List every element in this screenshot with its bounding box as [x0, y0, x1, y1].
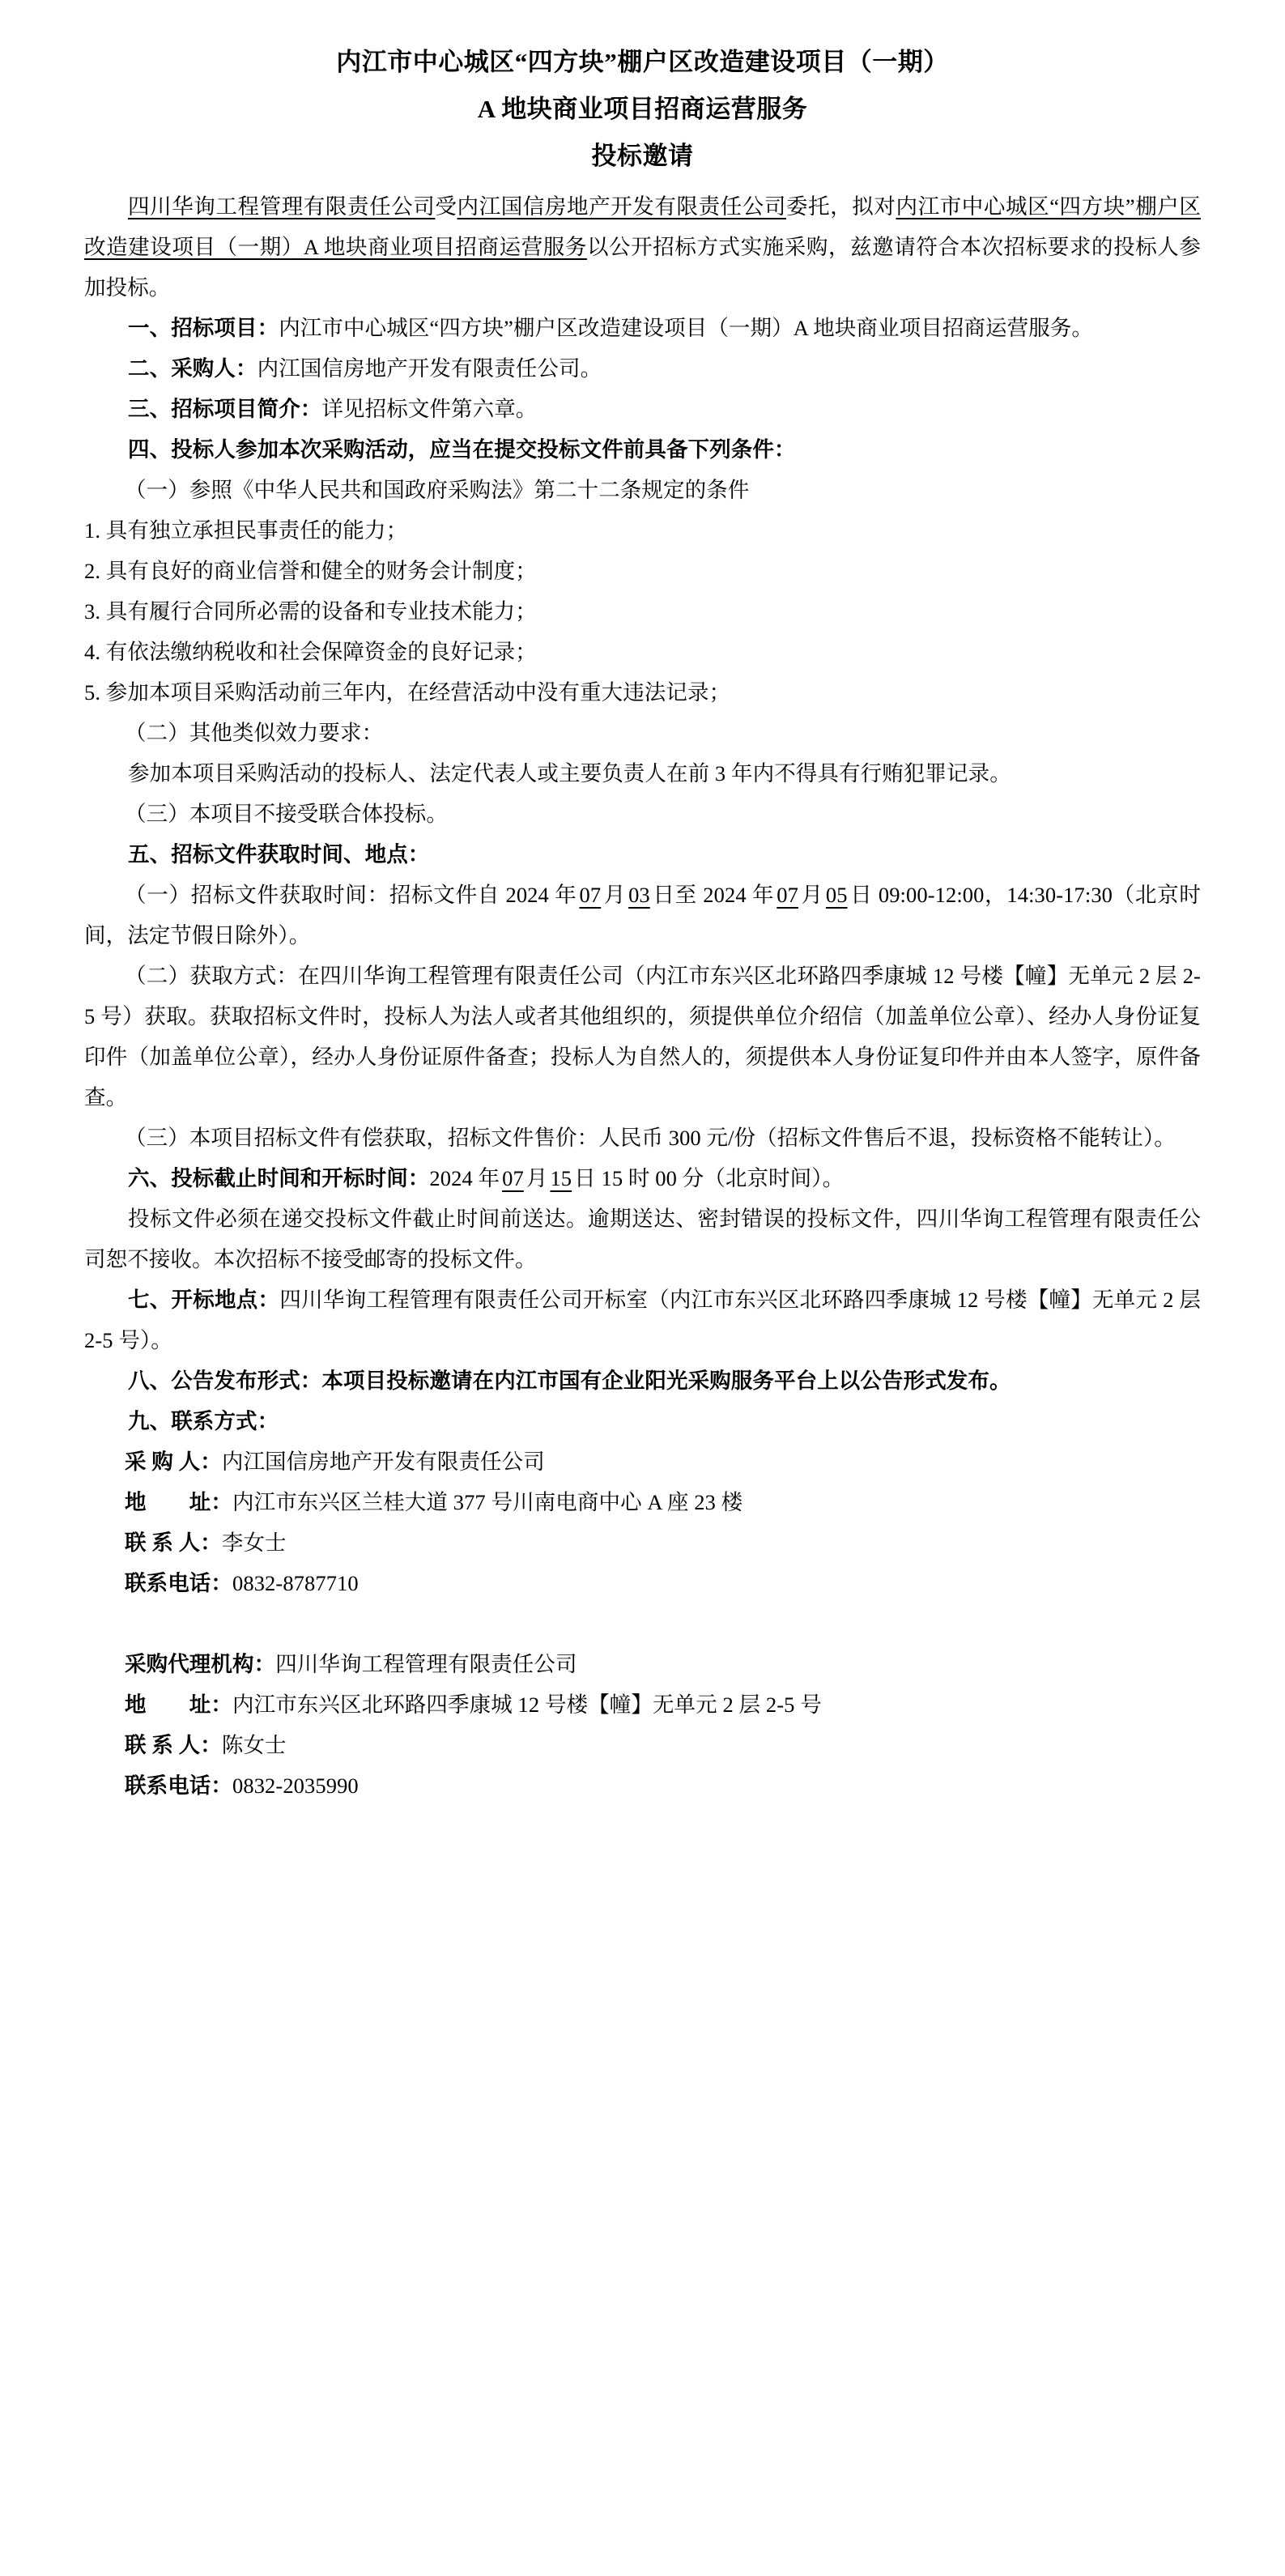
- section-2-heading: 二、采购人：: [128, 356, 257, 381]
- acquire-start-day-field: 03: [628, 883, 650, 907]
- contact-agent-value: 四川华询工程管理有限责任公司: [275, 1652, 577, 1676]
- document-title-line3: 投标邀请: [591, 142, 694, 170]
- section-4-item-5: 5. 参加本项目采购活动前三年内，在经营活动中没有重大违法记录；: [84, 680, 731, 705]
- bid-deadline-month-word: 月: [525, 1166, 548, 1190]
- section-3-body: 详见招标文件第六章。: [321, 397, 538, 421]
- section-4-sub2-label: （二）其他类似效力要求：: [125, 721, 384, 745]
- section-4-item-3: 3. 具有履行合同所必需的设备和专业技术能力；: [84, 599, 537, 624]
- title-block: [84, 42, 1201, 177]
- section-4-item-4: 4. 有依法缴纳税收和社会保障资金的良好记录；: [84, 640, 537, 664]
- section-7-heading: 七、开标地点：: [128, 1288, 280, 1312]
- contact-agent-address-row: [84, 1684, 1201, 1725]
- section-4-item-2: 2. 具有良好的商业信誉和健全的财务会计制度；: [84, 559, 537, 583]
- section-8: [84, 1360, 1201, 1401]
- contact-agent-address-label: 地 址：: [125, 1692, 232, 1717]
- section-5-sub2-body: （二）获取方式：在四川华询工程管理有限责任公司（内江市东兴区北环路四季康城 12 号楼【幢】无单元 2 层 2-5 号）获取。获取招标文件时，投标人为法人或者其他组织的，须提供单位介绍信（加盖单位公章）、经办人身份证复印件（加盖单位公章），经办人身份证原件备查；投标人为自然人的，须提供本人身份证复印件并由本人签字，原件备查。: [84, 964, 1201, 1109]
- contact-purchaser-row: [84, 1441, 1201, 1482]
- section-3-heading: 三、招标项目简介：: [128, 397, 322, 421]
- contact-agent-person-value: 陈女士: [221, 1733, 287, 1757]
- intro-paragraph: [84, 186, 1201, 308]
- intro-purchaser-name: 内江国信房地产开发有限责任公司: [457, 194, 786, 219]
- section-7-body: 四川华询工程管理有限责任公司开标室（内江市东兴区北环路四季康城 12 号楼【幢】无单元 2 层 2-5 号）。: [84, 1288, 1202, 1352]
- contact-agent-phone-row: [84, 1765, 1201, 1806]
- contact-purchaser-address-row: [84, 1482, 1201, 1522]
- contact-purchaser-phone-value: 0832-8787710: [232, 1571, 359, 1595]
- intro-agency-name: 四川华询工程管理有限责任公司: [128, 194, 436, 219]
- contact-agent-phone-label: 联系电话：: [125, 1773, 232, 1798]
- contact-purchaser-address-value: 内江市东兴区兰桂大道 377 号川南电商中心 A 座 23 楼: [232, 1490, 743, 1514]
- section-6-heading: 六、投标截止时间和开标时间：: [128, 1166, 430, 1190]
- section-5-heading: 五、招标文件获取时间、地点：: [128, 842, 430, 866]
- contact-agent-address-value: 内江市东兴区北环路四季康城 12 号楼【幢】无单元 2 层 2-5 号: [232, 1692, 822, 1717]
- section-2-body: 内江国信房地产开发有限责任公司。: [257, 356, 602, 381]
- contact-agent-row: [84, 1644, 1201, 1684]
- section-5-sub1-prefix: （一）招标文件获取时间：招标文件自 2024 年: [125, 883, 577, 907]
- document-title-line2: A 地块商业项目招商运营服务: [477, 95, 808, 123]
- section-3: [84, 389, 1201, 429]
- intro-after-purchaser: 委托，拟对: [786, 194, 896, 219]
- section-9-heading: 九、联系方式：: [128, 1409, 279, 1433]
- contact-purchaser-phone-row: [84, 1563, 1201, 1603]
- section-8-heading: 八、公告发布形式：: [128, 1369, 322, 1393]
- contact-agent-phone-value: 0832-2035990: [232, 1773, 359, 1798]
- section-6-body: 投标文件必须在递交投标文件截止时间前送达。逾期送达、密封错误的投标文件，四川华询工程管理有限责任公司恕不接收。本次招标不接受邮寄的投标文件。: [84, 1207, 1201, 1271]
- contact-purchaser-person-row: [84, 1522, 1201, 1563]
- section-4-sub1-label: （一）参照《中华人民共和国政府采购法》第二十二条规定的条件: [125, 478, 750, 502]
- contact-purchaser-value: 内江国信房地产开发有限责任公司: [221, 1450, 545, 1474]
- acquire-start-month-field: 07: [579, 883, 602, 907]
- section-5-sub1-tail: 日 09:00-12:00，14:30-17:30（北京时间，法定节假日除外）。: [84, 883, 1201, 947]
- contact-purchaser-phone-label: 联系电话：: [125, 1571, 232, 1595]
- acquire-month-word-1: 月: [603, 883, 627, 907]
- section-6: [84, 1158, 1201, 1199]
- section-1: [84, 308, 1201, 348]
- acquire-month-word-2: 月: [801, 883, 823, 907]
- contact-purchaser-label: 采 购 人：: [125, 1450, 222, 1474]
- contact-agent-person-row: [84, 1725, 1201, 1765]
- bid-deadline-day-field: 15: [550, 1166, 572, 1190]
- contact-purchaser-person-label: 联 系 人：: [125, 1531, 222, 1555]
- contact-agent-label: 采购代理机构：: [125, 1652, 276, 1676]
- section-2: [84, 348, 1201, 389]
- section-8-body: 本项目投标邀请在内江市国有企业阳光采购服务平台上以公告形式发布。: [321, 1369, 1011, 1393]
- section-5-sub1: [84, 875, 1201, 956]
- acquire-day-word-1: 日: [652, 883, 675, 907]
- section-4-sub3-body: （三）本项目不接受联合体投标。: [125, 802, 448, 826]
- contact-purchaser-person-value: 李女士: [221, 1531, 287, 1555]
- acquire-end-day-field: 05: [825, 883, 848, 907]
- bid-deadline-year: 2024 年: [429, 1166, 500, 1190]
- section-5-sub3-body: （三）本项目招标文件有偿获取，招标文件售价：人民币 300 元/份（招标文件售后不退，投标资格不能转让）。: [125, 1126, 1176, 1150]
- section-4-item-1: 1. 具有独立承担民事责任的能力；: [84, 518, 408, 543]
- contact-agent-person-label: 联 系 人：: [125, 1733, 222, 1757]
- section-1-heading: 一、招标项目：: [128, 316, 279, 340]
- contact-purchaser-address-label: 地 址：: [125, 1490, 232, 1514]
- intro-project-name: 内江市中心城区“四方块”棚户区改造建设项目（一期）A 地块商业项目招商运营服务: [84, 194, 1202, 259]
- intro-tail: 以公开招标方式实施采购，兹邀请符合本次招标要求的投标人参加投标。: [84, 235, 1201, 300]
- intro-connector: 受: [435, 194, 457, 219]
- section-7: [84, 1279, 1201, 1360]
- section-4-heading: 四、投标人参加本次采购活动，应当在提交投标文件前具备下列条件：: [128, 437, 796, 462]
- acquire-end-month-field: 07: [777, 883, 798, 907]
- bid-deadline-tail: 日 15 时 00 分（北京时间）。: [574, 1166, 845, 1190]
- section-1-body: 内江市中心城区“四方块”棚户区改造建设项目（一期）A 地块商业项目招商运营服务。: [279, 316, 1094, 340]
- contact-block-separator: [84, 1603, 1201, 1644]
- acquire-mid: 至 2024 年: [674, 883, 775, 907]
- section-4-sub2-body: 参加本项目采购活动的投标人、法定代表人或主要负责人在前 3 年内不得具有行贿犯罪记录。: [128, 761, 1011, 786]
- bid-deadline-month-field: 07: [502, 1166, 524, 1190]
- document-title-line1: 内江市中心城区“四方块”棚户区改造建设项目（一期）: [336, 48, 949, 76]
